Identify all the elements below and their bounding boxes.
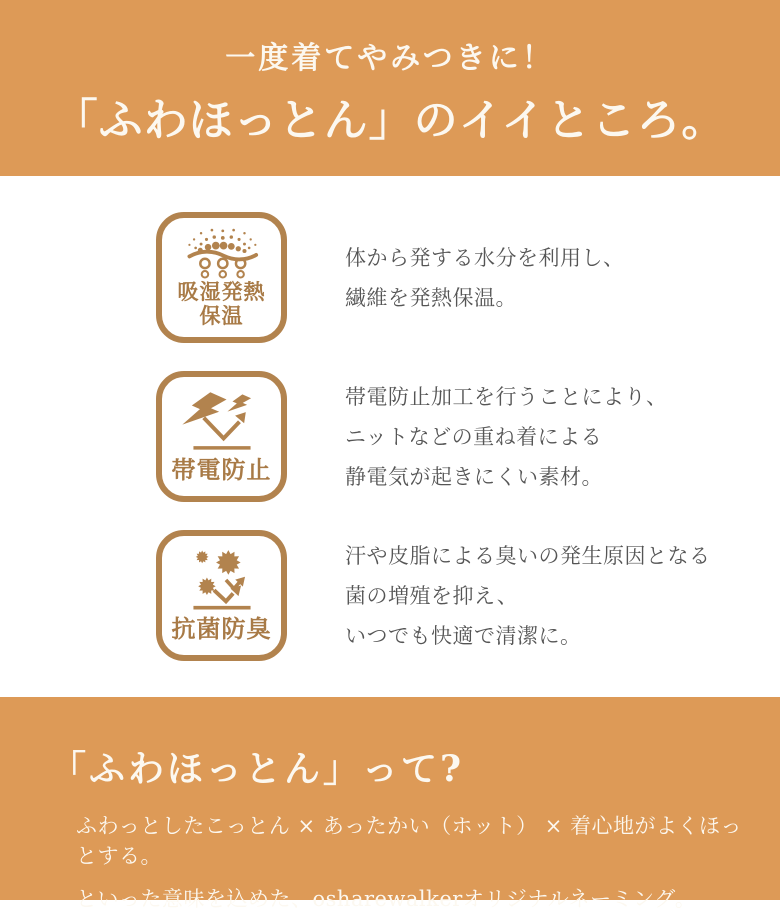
moisture-heat-label-line1: 吸湿発熱 bbox=[177, 279, 266, 304]
description-line: 汗や皮脂による臭いの発生原因となる bbox=[345, 543, 711, 568]
feature-row-anti-static bbox=[156, 371, 780, 502]
description-line: 帯電防止加工を行うことにより、 bbox=[345, 384, 668, 409]
anti-static-icon bbox=[175, 386, 269, 457]
anti-static-badge bbox=[156, 371, 287, 502]
description-line: 繊維を発熱保温。 bbox=[345, 285, 517, 310]
moisture-heat-label bbox=[178, 280, 266, 328]
naming-line: といった意味を込めた、osharewalkerオリジナルネーミング。 bbox=[76, 887, 697, 911]
anti-bacterial-icon bbox=[175, 545, 269, 616]
hero-header bbox=[0, 0, 780, 176]
naming-heading: 「ふわほっとん」って? bbox=[50, 748, 465, 790]
anti-bacterial-label: 抗菌防臭 bbox=[171, 615, 272, 644]
anti-static-description bbox=[345, 377, 668, 497]
hero-subtitle: 一度着てやみつきに！ bbox=[225, 40, 555, 76]
description-line: 体から発する水分を利用し、 bbox=[345, 245, 625, 270]
moisture-heat-label-line2: 保温 bbox=[199, 303, 244, 328]
description-line: 菌の増殖を抑え、 bbox=[345, 583, 519, 608]
moisture-heat-icon bbox=[170, 227, 274, 280]
anti-static-label: 帯電防止 bbox=[171, 456, 272, 485]
description-line: 静電気が起きにくい素材。 bbox=[345, 464, 603, 489]
features-section bbox=[0, 176, 780, 697]
moisture-heat-description bbox=[345, 238, 625, 318]
hero-title: 「ふわほっとん」のイイところ。 bbox=[53, 94, 727, 146]
feature-row-moisture-heat bbox=[156, 212, 780, 343]
naming-section bbox=[0, 697, 780, 911]
description-line: いつでも快適で清潔に。 bbox=[345, 623, 582, 648]
naming-line: ふわっとしたこっとん × あったかい（ホット） × 着心地がよくほっとする。 bbox=[76, 814, 743, 868]
moisture-heat-badge bbox=[156, 212, 287, 343]
feature-row-anti-bacterial bbox=[156, 530, 780, 661]
anti-bacterial-description bbox=[345, 536, 711, 656]
anti-bacterial-badge bbox=[156, 530, 287, 661]
description-line: ニットなどの重ね着による bbox=[345, 424, 603, 449]
